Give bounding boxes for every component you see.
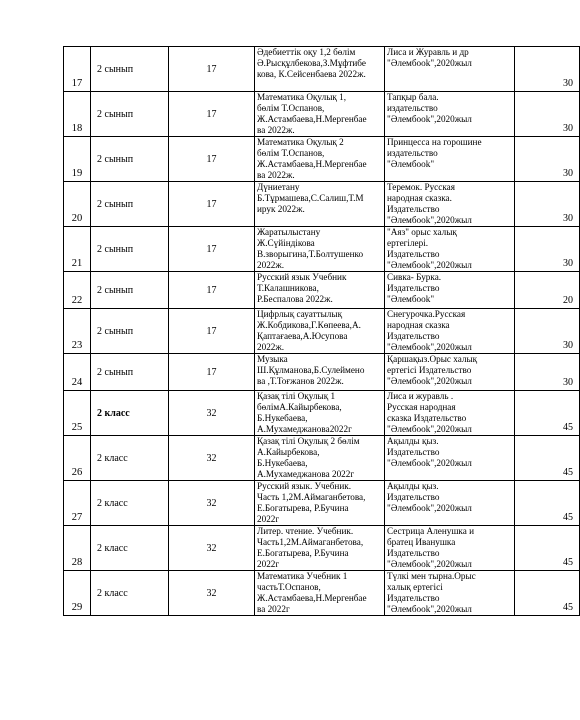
grade-cell: 2 сынып	[91, 137, 169, 182]
literature-cell: Сивка- Бурка. Издательство "Әлембook"	[385, 272, 515, 309]
textbook-cell: Математика Оқулық 2 бөлім Т.Оспанов, Ж.Астамбаева,Н.Мергенбае ва 2022ж.	[255, 137, 385, 182]
grade-cell: 2 класс	[91, 391, 169, 436]
table-row	[64, 526, 580, 571]
table-row	[64, 481, 580, 526]
quantity-cell: 30	[515, 309, 580, 354]
row-number: 23	[64, 309, 91, 354]
grade-cell: 2 сынып	[91, 309, 169, 354]
table-row	[64, 391, 580, 436]
grade-cell: 2 класс	[91, 436, 169, 481]
row-number: 22	[64, 272, 91, 309]
textbook-cell: Музыка Ш.Құлманова,Б.Сулеймено ва ,Т.Тоғжанов 2022ж.	[255, 354, 385, 391]
hours-cell: 17	[169, 137, 255, 182]
row-number: 25	[64, 391, 91, 436]
row-number: 27	[64, 481, 91, 526]
quantity-cell: 30	[515, 227, 580, 272]
grade-cell: 2 сынып	[91, 182, 169, 227]
book-list-table	[63, 46, 580, 616]
textbook-cell: Қазақ тілі Оқулық 2 бөлім А.Кайырбекова, Б.Нукебаева, А.Мухамеджанова 2022г	[255, 436, 385, 481]
row-number: 20	[64, 182, 91, 227]
textbook-cell: Қазақ тілі Оқулық 1 бөлімА.Кайырбекова, Б.Нукебаева, А.Мухамеджанова2022г	[255, 391, 385, 436]
quantity-cell: 45	[515, 436, 580, 481]
row-number: 17	[64, 47, 91, 92]
literature-cell: "Аяз" орыс халық ертегілері. Издательство "Әлембook",2020жыл	[385, 227, 515, 272]
quantity-cell: 30	[515, 92, 580, 137]
table-row	[64, 309, 580, 354]
hours-cell: 32	[169, 571, 255, 616]
quantity-cell: 45	[515, 571, 580, 616]
row-number: 26	[64, 436, 91, 481]
literature-cell: Принцесса на горошине издательство "Әлембook"	[385, 137, 515, 182]
grade-cell: 2 класс	[91, 526, 169, 571]
literature-cell: Теремок. Русская народная сказка. Издательство "Әлембook",2020жыл	[385, 182, 515, 227]
table-row	[64, 571, 580, 616]
grade-cell: 2 сынып	[91, 47, 169, 92]
row-number: 19	[64, 137, 91, 182]
table-row	[64, 182, 580, 227]
grade-cell: 2 класс	[91, 481, 169, 526]
literature-cell: Снегурочка.Русская народная сказка Издательство "Әлембook",2020жыл	[385, 309, 515, 354]
textbook-cell: Әдебиеттік оқу 1,2 бөлім Ә.Рысқұлбекова,З.Мұфтибе кова, К.Сейсенбаева 2022ж.	[255, 47, 385, 92]
literature-cell: Лиса и Журавль и др "Әлембook",2020жыл	[385, 47, 515, 92]
hours-cell: 17	[169, 182, 255, 227]
grade-cell: 2 сынып	[91, 272, 169, 309]
textbook-cell: Литер. чтение. Учебник. Часть1,2М.Аймаганбетова, Е.Богатырева, Р.Бучина 2022г	[255, 526, 385, 571]
literature-cell: Лиса и журавль . Русская народная сказка Издательство "Әлембook",2020жыл	[385, 391, 515, 436]
hours-cell: 17	[169, 47, 255, 92]
literature-cell: Ақылды қыз. Издательство "Әлембook",2020жыл	[385, 436, 515, 481]
grade-cell: 2 сынып	[91, 354, 169, 391]
row-number: 21	[64, 227, 91, 272]
table-row	[64, 137, 580, 182]
hours-cell: 32	[169, 436, 255, 481]
hours-cell: 17	[169, 354, 255, 391]
grade-cell: 2 класс	[91, 571, 169, 616]
hours-cell: 17	[169, 309, 255, 354]
table-row	[64, 92, 580, 137]
textbook-cell: Русский язык. Учебник. Часть 1,2М.Аймаганбетова, Е.Богатырева, Р.Бучина 2022г	[255, 481, 385, 526]
table-row	[64, 436, 580, 481]
hours-cell: 32	[169, 391, 255, 436]
textbook-cell: Русский язык Учебник Т.Калашникова, Р.Беспалова 2022ж.	[255, 272, 385, 309]
literature-cell: Сестрица Аленушка и братец Иванушка Издательство "Әлембook",2020жыл	[385, 526, 515, 571]
quantity-cell: 45	[515, 481, 580, 526]
table-row	[64, 47, 580, 92]
quantity-cell: 30	[515, 137, 580, 182]
grade-cell: 2 сынып	[91, 92, 169, 137]
table-body	[64, 47, 580, 616]
textbook-cell: Жаратылыстану Ж.Сүйіндікова В.зворыгина,Т.Болтушенко 2022ж.	[255, 227, 385, 272]
quantity-cell: 20	[515, 272, 580, 309]
row-number: 18	[64, 92, 91, 137]
hours-cell: 17	[169, 272, 255, 309]
quantity-cell: 30	[515, 47, 580, 92]
literature-cell: Қаршақыз.Орыс халық ертегісі Издательство "Әлембook",2020жыл	[385, 354, 515, 391]
hours-cell: 32	[169, 526, 255, 571]
hours-cell: 32	[169, 481, 255, 526]
grade-cell: 2 сынып	[91, 227, 169, 272]
table-row	[64, 272, 580, 309]
hours-cell: 17	[169, 92, 255, 137]
literature-cell: Тапқыр бала. издательство "Әлембook",2020жыл	[385, 92, 515, 137]
textbook-cell: Математика Учебник 1 частьТ.Оспанов, Ж.Астамбаева,Н.Мергенбае ва 2022г	[255, 571, 385, 616]
row-number: 24	[64, 354, 91, 391]
quantity-cell: 45	[515, 391, 580, 436]
literature-cell: Түлкі мен тырна.Орыс халық ертегісі Издательство "Әлембook",2020жыл	[385, 571, 515, 616]
hours-cell: 17	[169, 227, 255, 272]
quantity-cell: 30	[515, 182, 580, 227]
table-row	[64, 227, 580, 272]
textbook-cell: Математика Оқулық 1, бөлім Т.Оспанов, Ж.Астамбаева,Н.Мергенбае ва 2022ж.	[255, 92, 385, 137]
row-number: 29	[64, 571, 91, 616]
textbook-cell: Цифрлық сауаттылық Ж.Кобдикова,Г.Көпеева,А. Қаптағаева,А.Юсупова 2022ж.	[255, 309, 385, 354]
table-row	[64, 354, 580, 391]
literature-cell: Ақылды қыз. Издательство "Әлембook",2020жыл	[385, 481, 515, 526]
textbook-cell: Дүниетану Б.Тұрмашева,С.Салиш,Т.М ирук 2022ж.	[255, 182, 385, 227]
quantity-cell: 45	[515, 526, 580, 571]
quantity-cell: 30	[515, 354, 580, 391]
row-number: 28	[64, 526, 91, 571]
